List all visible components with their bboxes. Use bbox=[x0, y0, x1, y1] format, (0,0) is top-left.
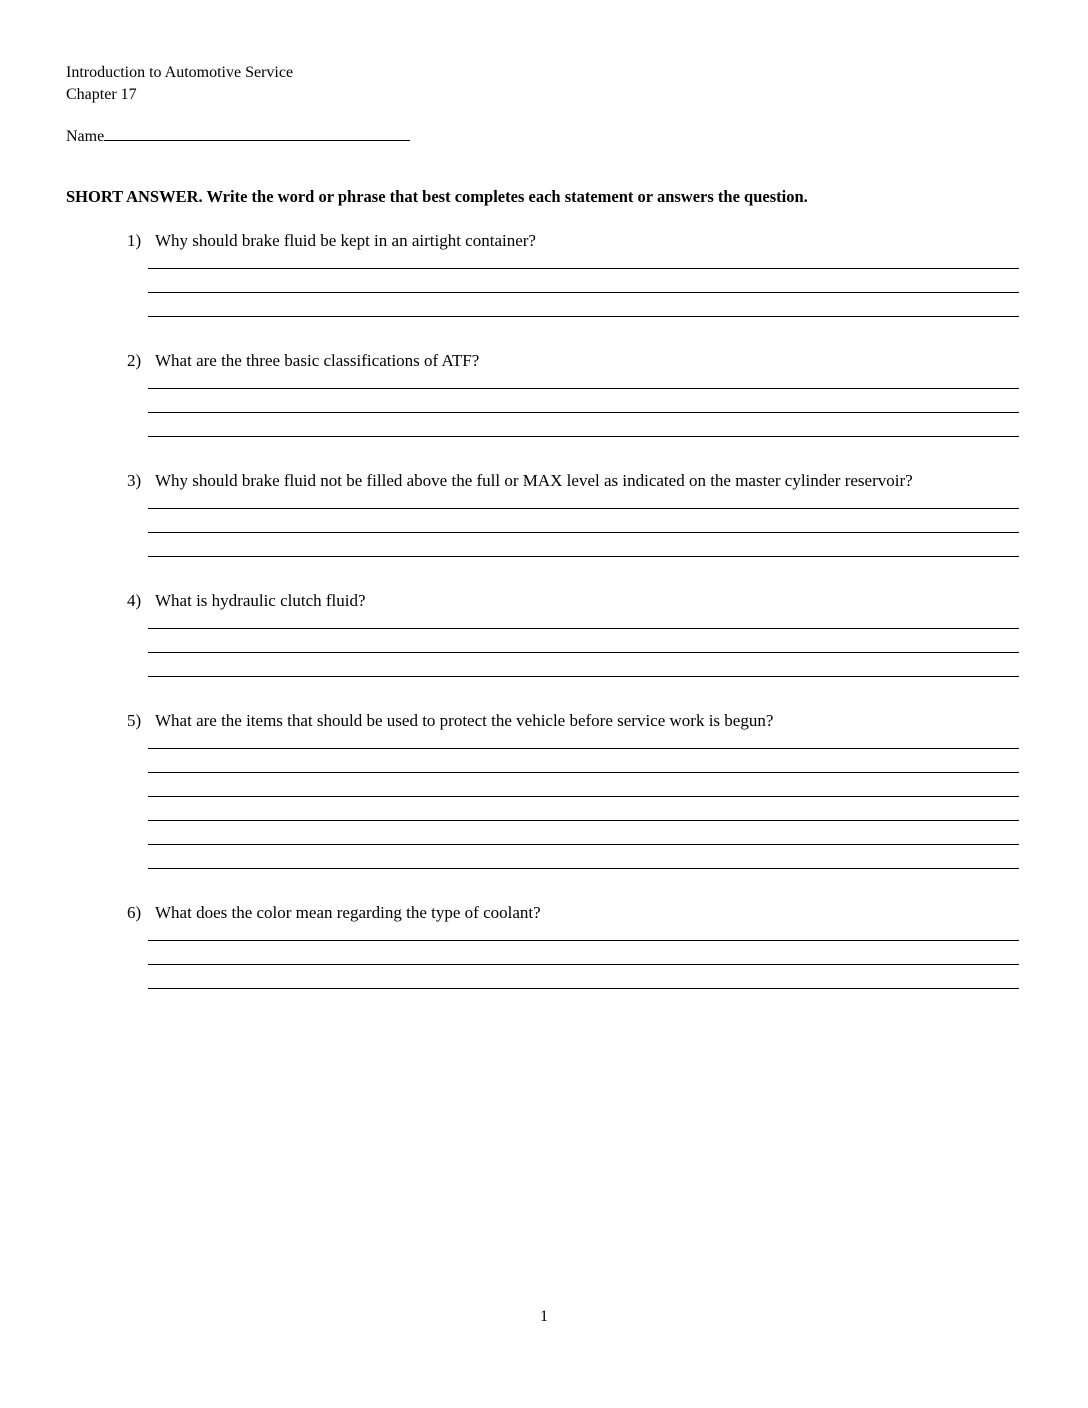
question-number: 5) bbox=[127, 711, 142, 730]
question-block bbox=[66, 590, 1018, 677]
question-text-row bbox=[127, 710, 1018, 732]
answer-line bbox=[148, 797, 1019, 821]
question-number: 3) bbox=[127, 471, 142, 490]
question-text-row bbox=[127, 470, 1018, 492]
document-header bbox=[66, 62, 1018, 106]
question-text-row bbox=[127, 590, 1018, 612]
question-number: 4) bbox=[127, 591, 142, 610]
answer-line bbox=[148, 509, 1019, 533]
answer-line bbox=[148, 252, 1019, 269]
question-text-row bbox=[127, 230, 1018, 252]
question-text: What is hydraulic clutch fluid? bbox=[155, 591, 366, 610]
answer-line bbox=[148, 732, 1019, 749]
page-number: 1 bbox=[540, 1308, 548, 1325]
answer-line bbox=[148, 941, 1019, 965]
answer-lines bbox=[148, 924, 1019, 989]
question-block bbox=[66, 902, 1018, 989]
answer-lines bbox=[148, 252, 1019, 317]
question-text: What does the color mean regarding the type of coolant? bbox=[155, 903, 541, 922]
question-text: What are the items that should be used to protect the vehicle before service work is begun? bbox=[155, 711, 774, 730]
section-instructions: SHORT ANSWER. Write the word or phrase that best completes each statement or answers the question. bbox=[66, 187, 808, 206]
question-number: 6) bbox=[127, 903, 142, 922]
name-label: Name bbox=[66, 128, 105, 145]
question-text: Why should brake fluid be kept in an airtight container? bbox=[155, 231, 536, 250]
answer-line bbox=[148, 653, 1019, 677]
answer-line bbox=[148, 924, 1019, 941]
answer-line bbox=[148, 773, 1019, 797]
answer-line bbox=[148, 845, 1019, 869]
answer-line bbox=[148, 821, 1019, 845]
course-title: Introduction to Automotive Service bbox=[66, 64, 294, 81]
answer-line bbox=[148, 389, 1019, 413]
chapter-title: Chapter 17 bbox=[66, 86, 137, 103]
question-text: Why should brake fluid not be filled above the full or MAX level as indicated on the master cylinder reservoir? bbox=[155, 471, 913, 490]
answer-line bbox=[148, 965, 1019, 989]
answer-line bbox=[148, 269, 1019, 293]
answer-line bbox=[148, 533, 1019, 557]
question-text: What are the three basic classifications of ATF? bbox=[155, 351, 480, 370]
question-block bbox=[66, 470, 1018, 557]
question-number: 1) bbox=[127, 231, 142, 250]
question-block bbox=[66, 350, 1018, 437]
question-text-row bbox=[127, 902, 1018, 924]
question-block bbox=[66, 230, 1018, 317]
name-blank-line bbox=[104, 126, 410, 141]
question-block bbox=[66, 710, 1018, 869]
name-row bbox=[66, 126, 1018, 148]
answer-line bbox=[148, 413, 1019, 437]
answer-line bbox=[148, 612, 1019, 629]
answer-line bbox=[148, 492, 1019, 509]
answer-lines bbox=[148, 732, 1019, 869]
answer-line bbox=[148, 293, 1019, 317]
answer-line bbox=[148, 749, 1019, 773]
question-number: 2) bbox=[127, 351, 142, 370]
answer-line bbox=[148, 372, 1019, 389]
answer-lines bbox=[148, 612, 1019, 677]
answer-lines bbox=[148, 372, 1019, 437]
answer-lines bbox=[148, 492, 1019, 557]
questions bbox=[66, 230, 1018, 989]
answer-line bbox=[148, 629, 1019, 653]
question-text-row bbox=[127, 350, 1018, 372]
